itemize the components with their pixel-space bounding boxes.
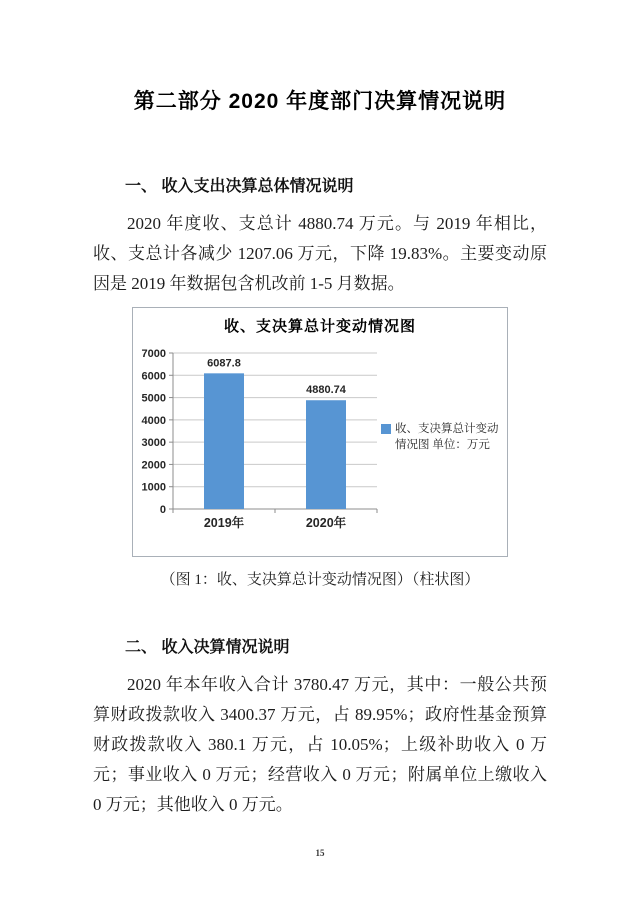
document-title: 第二部分 2020 年度部门决算情况说明: [133, 90, 507, 113]
svg-text:2000: 2000: [141, 459, 166, 472]
chart-figure: [132, 307, 508, 591]
svg-text:0: 0: [159, 504, 166, 516]
svg-text:1000: 1000: [141, 481, 166, 494]
page-number: 15: [315, 848, 325, 858]
svg-text:7000: 7000: [141, 348, 166, 360]
svg-text:5000: 5000: [141, 392, 166, 405]
chart-body: [133, 339, 507, 548]
bar-chart: [132, 307, 508, 557]
svg-text:3000: 3000: [141, 437, 166, 450]
legend-swatch-icon: [381, 424, 391, 434]
chart-plot-svg: [133, 339, 381, 543]
section-2-heading: 二、 收入决算情况说明: [125, 639, 290, 656]
chart-plot-area: [133, 339, 381, 548]
svg-text:2019年: 2019年: [203, 516, 245, 530]
section-1-heading: 一、 收入支出决算总体情况说明: [125, 178, 354, 195]
section-2-paragraph: 2020 年本年收入合计 3780.47 万元，其中：一般公共预算财政拨款收入 3400.37 万元，占 89.95%；政府性基金预算财政拨款收入 380.1 万元，占 10.05%；上级补助收入 0 万元；事业收入 0 万元；经营收入 0 万元；附属单位上缴收入 0 万元；其他收入 0 万元。: [93, 675, 547, 814]
figure-caption: （图 1：收、支决算总计变动情况图）（柱状图）: [160, 572, 480, 588]
legend-label: 收、支决算总计变动情况图 单位：万元: [395, 422, 499, 451]
chart-legend: [381, 421, 503, 453]
section-income: [93, 638, 547, 820]
svg-text:2020年: 2020年: [305, 516, 347, 530]
section-overview: [93, 177, 547, 591]
svg-text:6000: 6000: [141, 370, 166, 383]
svg-text:4000: 4000: [141, 414, 166, 427]
chart-title: 收、支决算总计变动情况图: [223, 319, 416, 335]
svg-text:4880.74: 4880.74: [306, 384, 346, 397]
section-1-paragraph: 2020 年度收、支总计 4880.74 万元。与 2019 年相比，收、支总计各减少 1207.06 万元，下降 19.83%。主要变动原因是 2019 年数据包含机改前 1-5 月数据。: [93, 214, 547, 293]
svg-text:6087.8: 6087.8: [207, 357, 241, 370]
